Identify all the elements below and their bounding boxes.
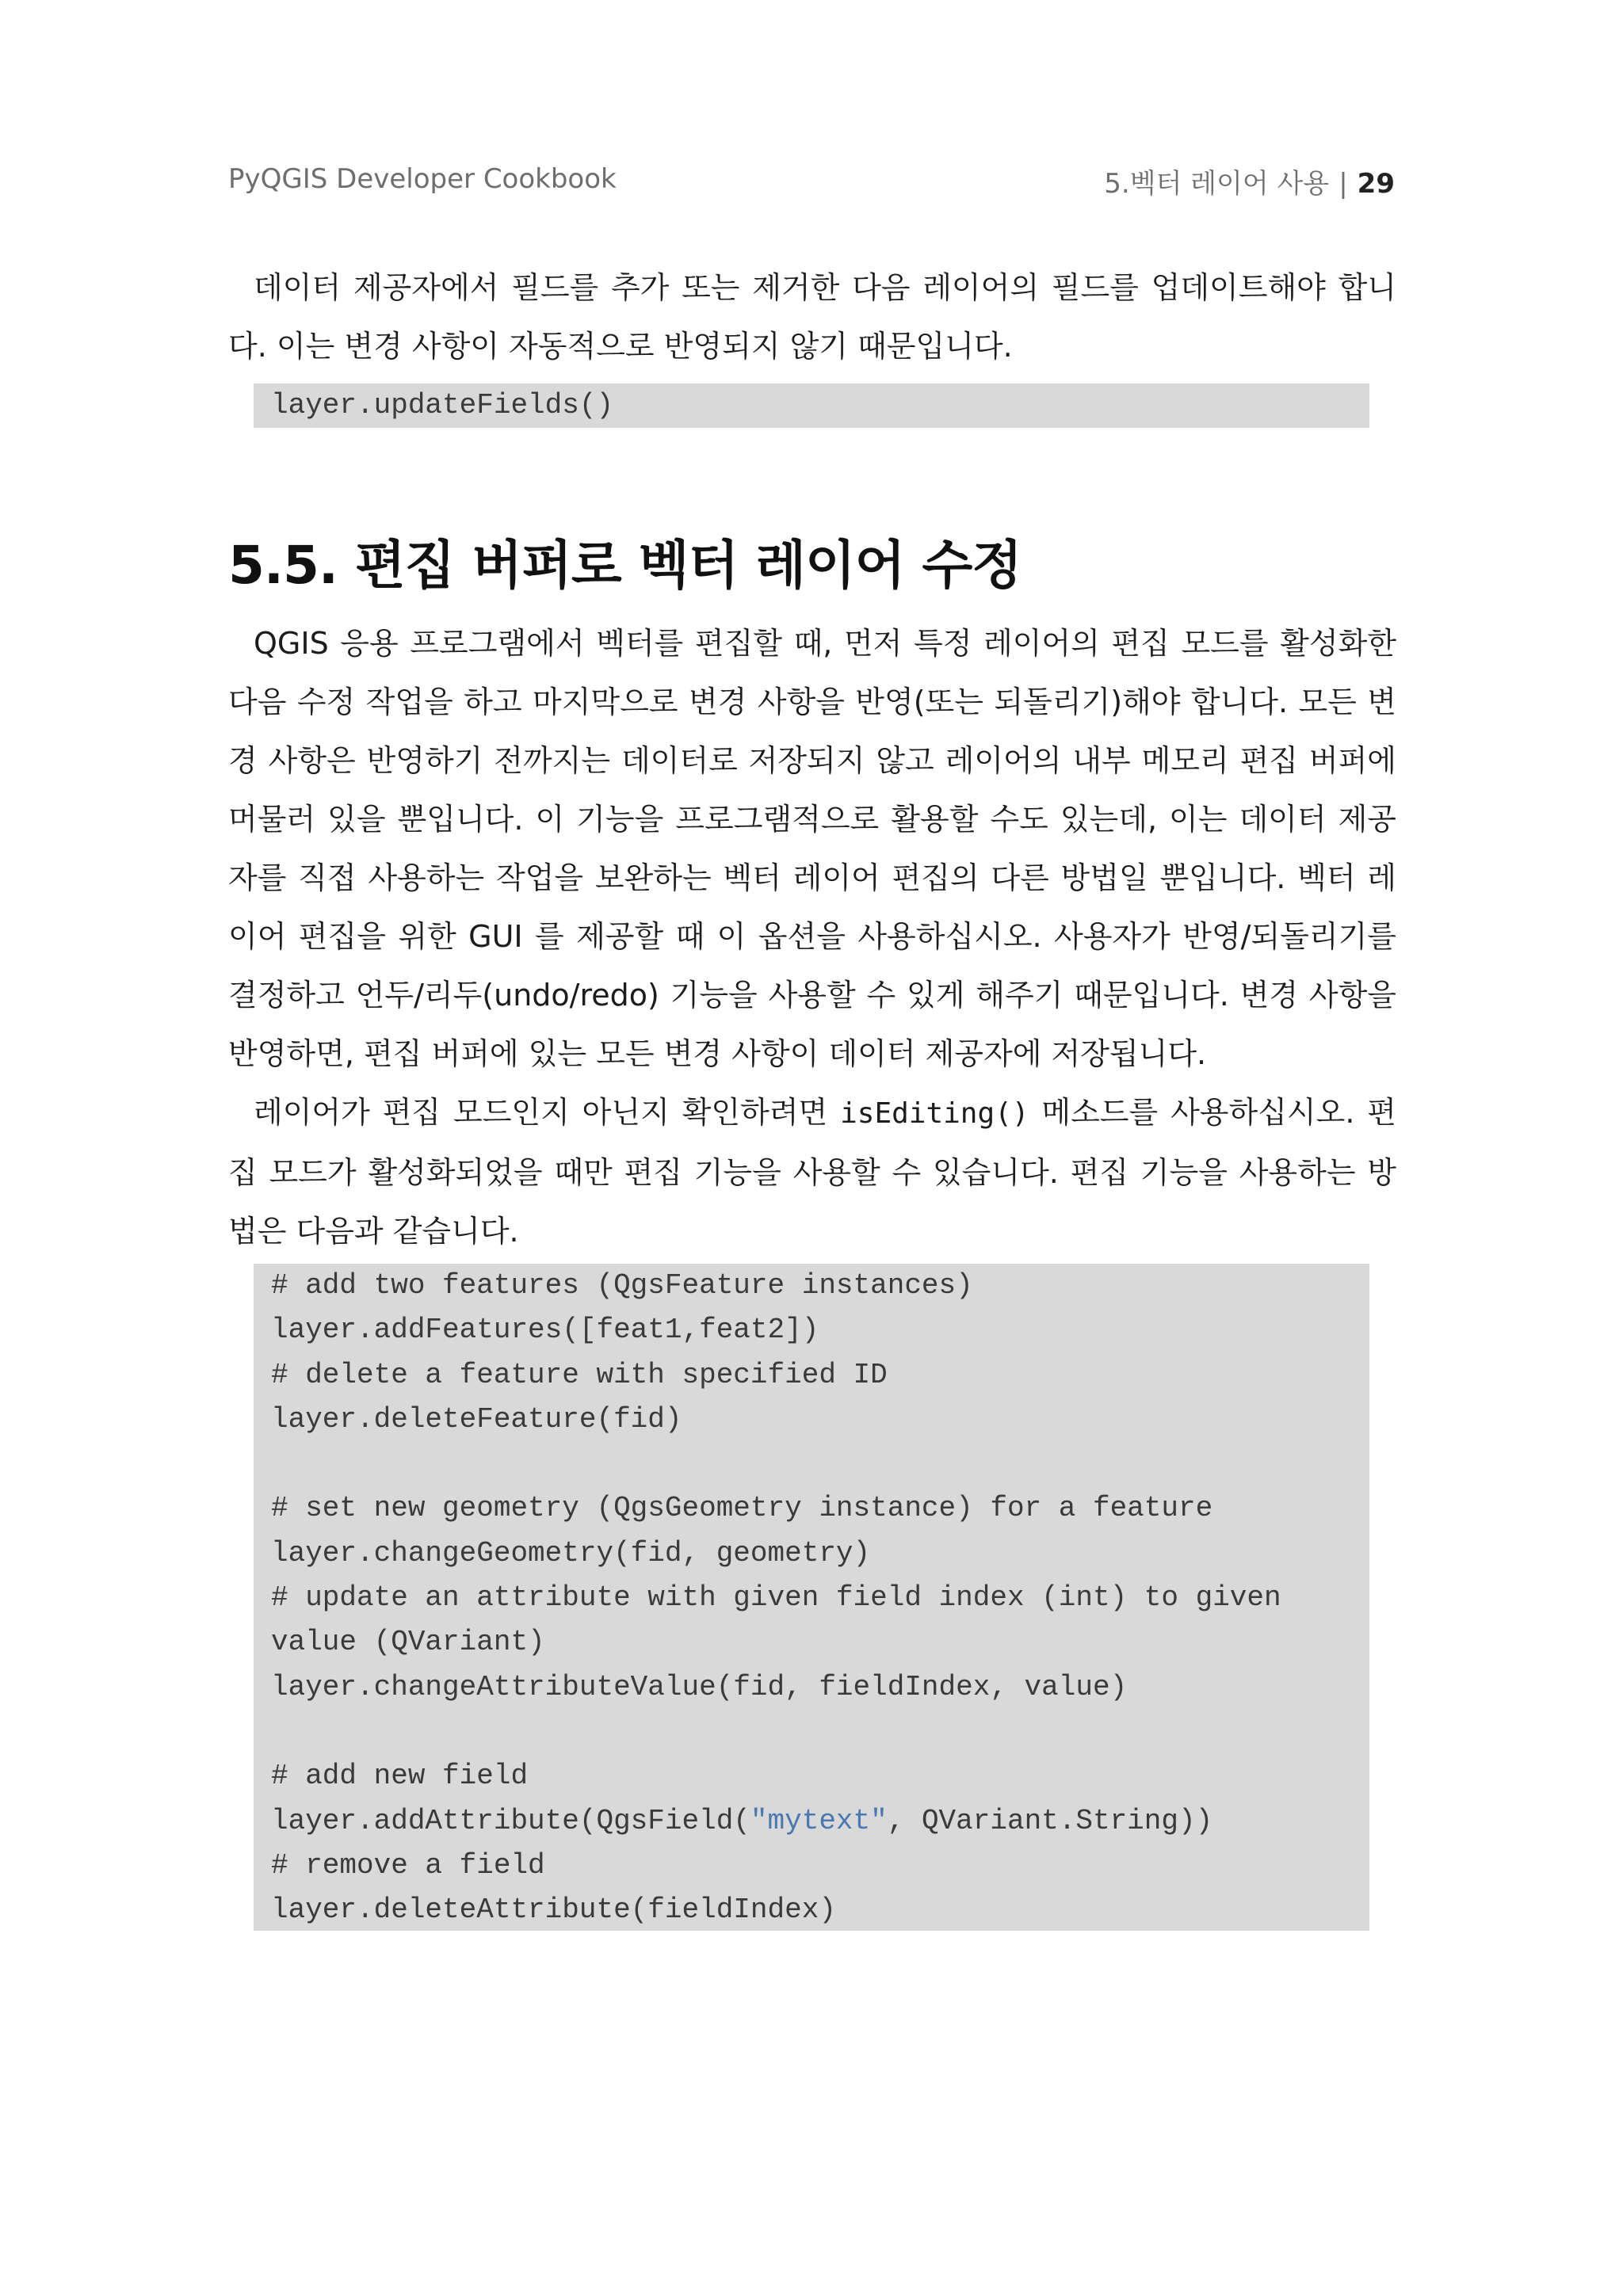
section-title: 5.5. 편집 버퍼로 벡터 레이어 수정 <box>228 535 1022 596</box>
header-separator: | <box>1338 168 1348 200</box>
paragraph-text: 레이어가 편집 모드인지 아닌지 확인하려면 <box>254 1095 841 1130</box>
code-comment: # add two features (QgsFeature instances) <box>271 1269 973 1302</box>
code-block-update-fields <box>254 383 1369 428</box>
code-block-editing-examples <box>254 1264 1369 1931</box>
code-comment-continued: value (QVariant) <box>271 1626 545 1659</box>
code-line: layer.changeGeometry(fid, geometry) <box>271 1536 871 1569</box>
intro-paragraph: 데이터 제공자에서 필드를 추가 또는 제거한 다음 레이어의 필드를 업데이트해야 합니다. 이는 변경 사항이 자동적으로 반영되지 않기 때문입니다. <box>228 270 1396 364</box>
code-line-add-attribute <box>271 1799 1352 1844</box>
code-segment: layer.addAttribute(QgsField( <box>271 1804 750 1837</box>
chapter-title: 5.벡터 레이어 사용 <box>1104 168 1330 200</box>
code-line: layer.updateFields() <box>271 389 614 421</box>
page-number: 29 <box>1357 168 1395 200</box>
book-title: PyQGIS Developer Cookbook <box>228 163 617 195</box>
code-comment: # delete a feature with specified ID <box>271 1358 888 1391</box>
page-header <box>228 158 1395 206</box>
code-comment: # add new field <box>271 1760 529 1793</box>
code-blank-line <box>271 1442 1352 1486</box>
code-line: layer.deleteFeature(fid) <box>271 1402 682 1436</box>
section-paragraph-1: QGIS 응용 프로그램에서 벡터를 편집할 때, 먼저 특정 레이어의 편집 모드를 활성화한 다음 수정 작업을 하고 마지막으로 변경 사항을 반영(또는 되돌리기)해야 합니다. 모든 변경 사항은 반영하기 전까지는 데이터로 저장되지 않고 레이어의 내부 메모리 편집 버퍼에 머물러 있을 뿐입니다. 이 기능을 프로그램적으로 활용할 수도 있는데, 이는 데이터 제공자를 직접 사용하는 작업을 보완하는 벡터 레이어 편집의 다른 방법일 뿐입니다. 벡터 레이어 편집을 위한 GUI 를 제공할 때 이 옵션을 사용하십시오. 사용자가 반영/되돌리기를 결정하고 언두/리두(undo/redo) 기능을 사용할 수 있게 해주기 때문입니다. 변경 사항을 반영하면, 편집 버퍼에 있는 모든 변경 사항이 데이터 제공자에 저장됩니다. <box>228 626 1396 1071</box>
string-literal: "mytext" <box>750 1804 888 1837</box>
code-comment: # update an attribute with given field index (int) to given <box>271 1581 1281 1615</box>
section-paragraph-2 <box>228 1083 1396 1261</box>
code-blank-line <box>271 1710 1352 1754</box>
code-line: layer.addFeatures([feat1,feat2]) <box>271 1314 819 1347</box>
code-segment: , QVariant.String)) <box>887 1804 1213 1837</box>
code-line: layer.deleteAttribute(fieldIndex) <box>271 1894 836 1927</box>
code-comment: # remove a field <box>271 1848 545 1882</box>
inline-code-isediting: isEditing() <box>840 1097 1029 1130</box>
paragraph-text: 메소드를 사용하십시오. 편집 모드가 활성화되었을 때만 편집 기능을 사용할 수 있습니다. 편집 기능을 사용하는 방법은 다음과 같습니다. <box>228 1095 1396 1249</box>
code-comment: # set new geometry (QgsGeometry instance) for a feature <box>271 1492 1213 1525</box>
chapter-heading <box>1104 162 1395 200</box>
code-line: layer.changeAttributeValue(fid, fieldIndex, value) <box>271 1670 1128 1703</box>
